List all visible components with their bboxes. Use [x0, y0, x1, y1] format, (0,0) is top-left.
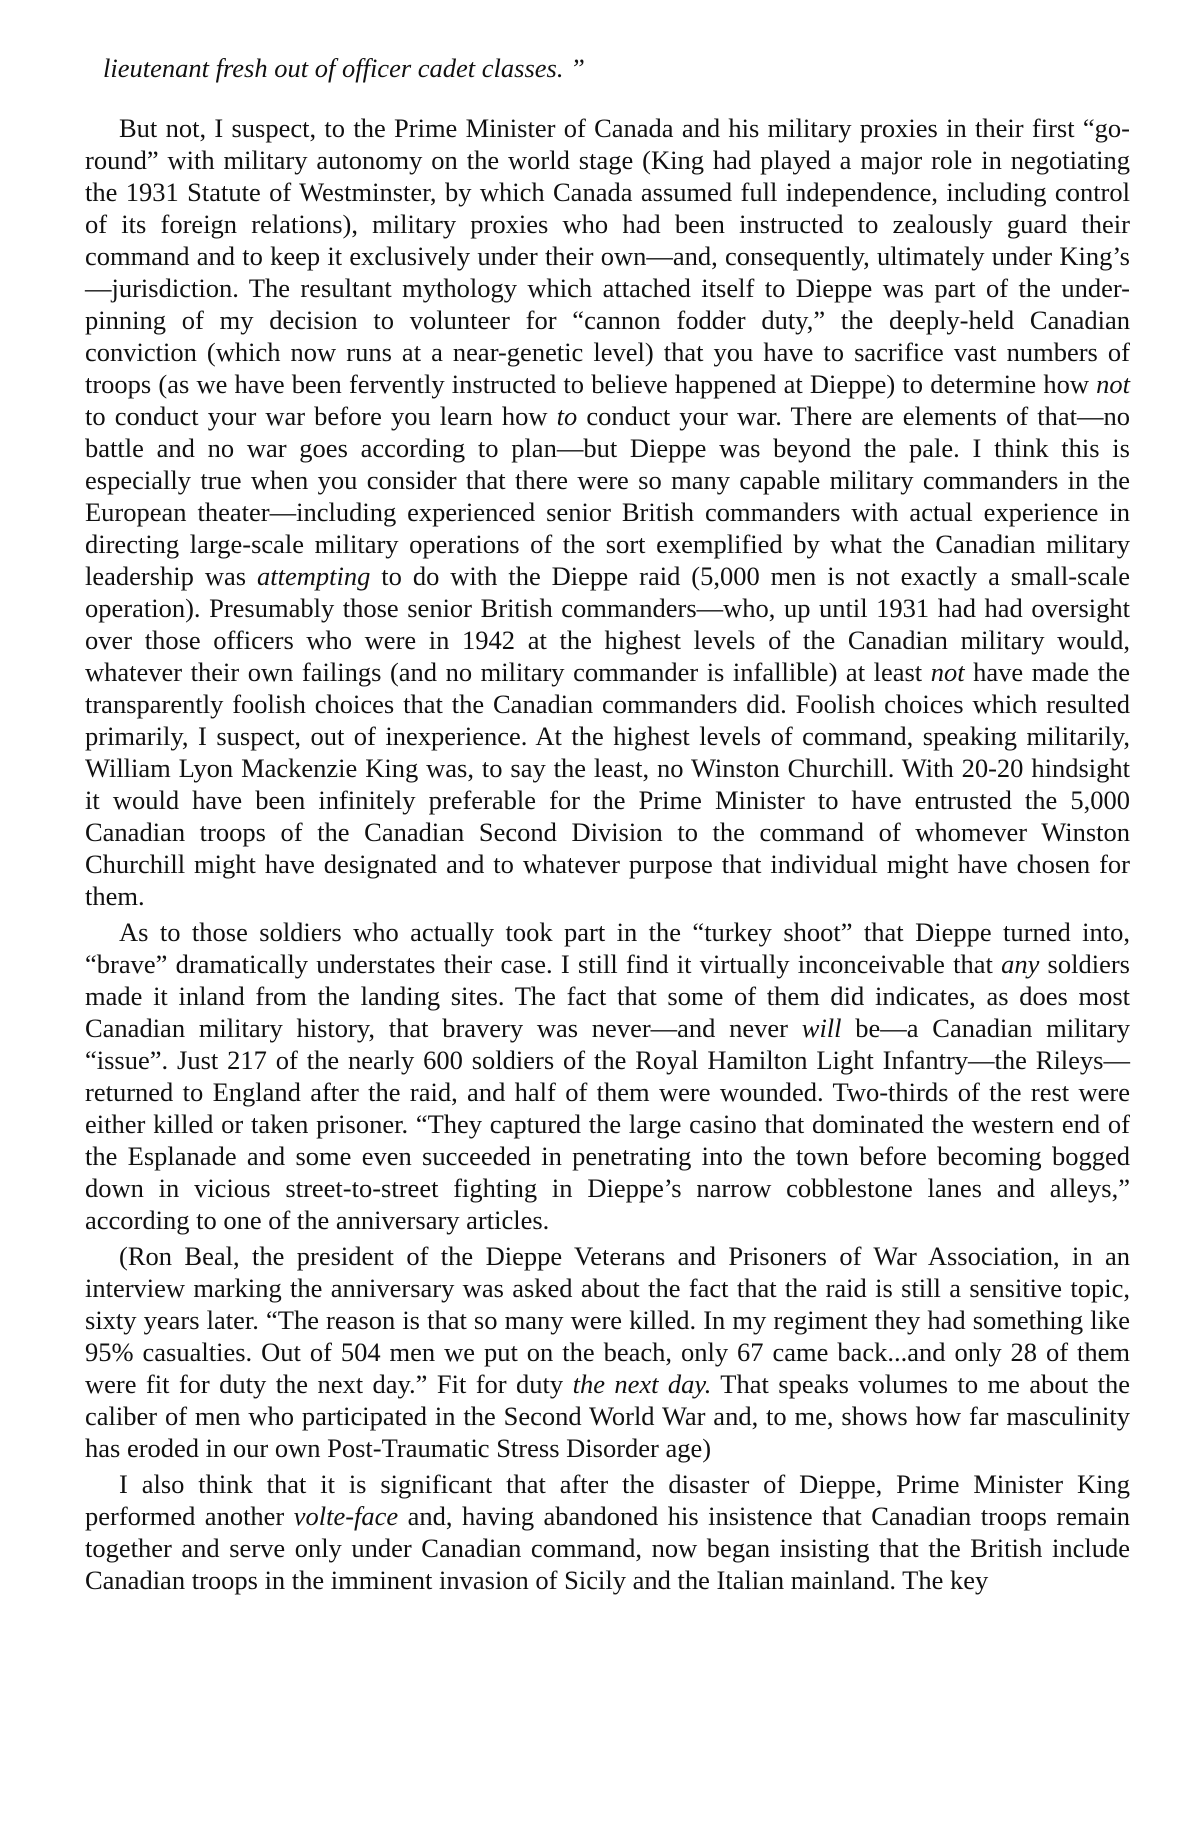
- text-run: (Ron Beal, the president of the Dieppe Veterans and Prisoners of War Association, in an interview marking the anniversary was asked about the fact that the raid is still a sensitive topic, sixty years later. “The reason is that so many were killed. In my regiment they had something like 95% casualties. Out of 504 men we put on the beach, only 67 came back...and only 28 of them were fit for duty the next day.” Fit for duty: [85, 1241, 1130, 1399]
- italic-text: not: [1096, 369, 1130, 399]
- paragraph-3: [85, 1240, 1130, 1464]
- paragraph-4: [85, 1468, 1130, 1596]
- italic-text: will: [801, 1013, 842, 1043]
- text-run: and, having abandoned his insistence that Canadian troops remain together and serve only under Canadian command, now began insisting that the British include Canadian troops in the imminent invasion of Sicily and the Italian mainland. The key: [85, 1501, 1130, 1595]
- italic-text: the next day.: [572, 1369, 712, 1399]
- paragraph-2: [85, 916, 1130, 1236]
- italic-text: to: [556, 401, 578, 431]
- text-run: That speaks volumes to me about the caliber of men who participated in the Second World War and, to me, shows how far masculinity has eroded in our own Post-Traumatic Stress Disorder age): [85, 1369, 1130, 1463]
- italic-text: any: [1001, 949, 1040, 979]
- lead-quote: lieutenant fresh out of officer cadet classes. ”: [103, 53, 585, 83]
- text-run: be—a Canadian military “issue”. Just 217 of the nearly 600 soldiers of the Royal Hamilton Light Infantry—the Rileys—returned to England after the raid, and half of them were wounded. Two-thirds of the rest were either killed or taken prisoner. “They captured the large casino that dominated the western end of the Esplanade and some even succeeded in penetrating into the town before becoming bogged down in vicious street-to-street fighting in Dieppe’s narrow cobblestone lanes and alleys,” according to one of the anniversary articles.: [85, 1013, 1131, 1235]
- paragraph-1: [85, 112, 1130, 912]
- text-run: But not, I suspect, to the Prime Minister of Canada and his military proxies in their first “go-round” with military autonomy on the world stage (King had played a major role in negotiating the 1931 Statute of Westminster, by which Canada assumed full independence, including control of its foreign relations), military proxies who had been instructed to zealously guard their command and to keep it exclusively under their own—and, consequently, ultimately under King’s—jurisdiction. The resultant mythology which attached itself to Dieppe was part of the under-pinning of my decision to volunteer for “cannon fodder duty,” the deeply-held Canadian conviction (which now runs at a near-genetic level) that you have to sacrifice vast numbers of troops (as we have been fervently instructed to believe happened at Dieppe) to determine how: [85, 113, 1130, 399]
- text-run: conduct your war. There are elements of that—no battle and no war goes according to plan—but Dieppe was beyond the pale. I think this is especially true when you consider that there were so many capable military commanders in the European theater—including experienced senior British commanders with actual experience in directing large-scale military operations of the sort exemplified by what the Canadian military leadership was: [85, 401, 1130, 591]
- italic-text: volte-face: [293, 1501, 399, 1531]
- text-run: I also think that it is significant that after the disaster of Dieppe, Prime Minister King performed another: [85, 1469, 1130, 1531]
- italic-text: not: [930, 657, 965, 687]
- body-text: [85, 112, 1130, 1596]
- text-run: to conduct your war before you learn how: [85, 401, 557, 431]
- italic-text: attempting: [257, 561, 371, 591]
- text-run: have made the transparently foolish choices that the Canadian commanders did. Foolish choices which resulted primarily, I suspect, out of inexperience. At the highest levels of command, speaking militarily, William Lyon Mackenzie King was, to say the least, no Winston Churchill. With 20-20 hindsight it would have been infinitely preferable for the Prime Minister to have entrusted the 5,000 Canadian troops of the Canadian Second Division to the command of whomever Winston Churchill might have designated and to whatever purpose that individual might have chosen for them.: [85, 657, 1131, 911]
- text-run: to do with the Dieppe raid (5,000 men is not exactly a small-scale operation). Presumably those senior British commanders—who, up until 1931 had had oversight over those officers who were in 1942 at the highest levels of the Canadian military would, whatever their own failings (and no military commander is infallible) at least: [85, 561, 1130, 687]
- text-run: soldiers made it inland from the landing sites. The fact that some of them did indicates, as does most Canadian military history, that bravery was never—and never: [85, 949, 1130, 1043]
- text-run: As to those soldiers who actually took part in the “turkey shoot” that Dieppe turned into, “brave” dramatically understates their case. I still find it virtually inconceivable that: [85, 917, 1130, 979]
